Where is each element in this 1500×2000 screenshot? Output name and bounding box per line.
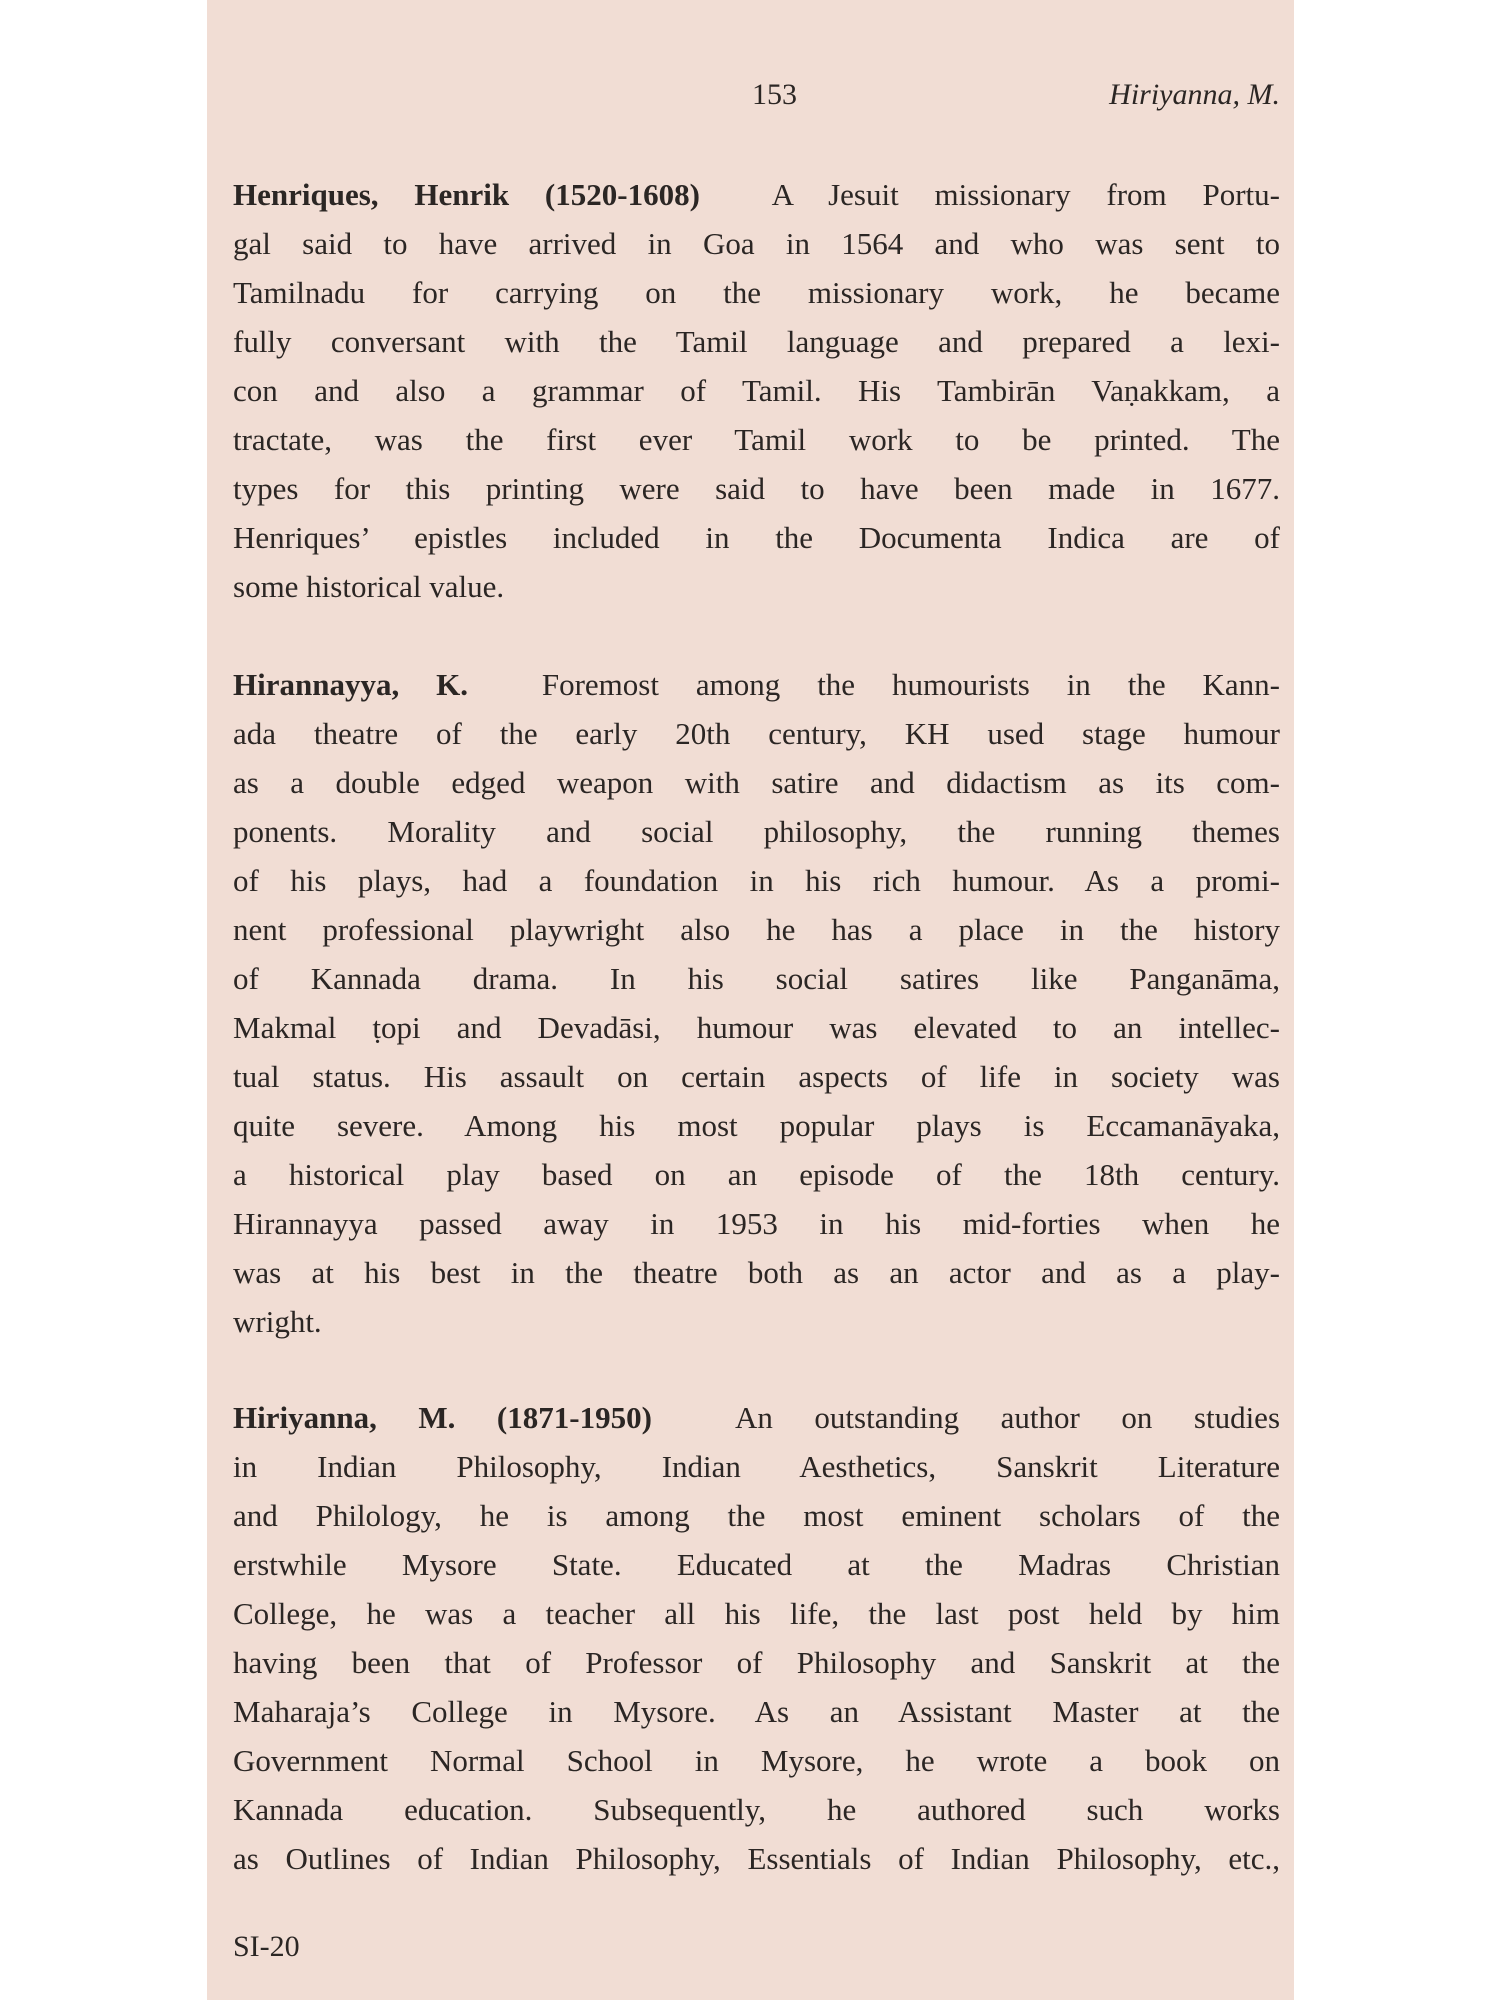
entry-line: gal said to have arrived in Goa in 1564 and who was sent to [233, 226, 1280, 261]
entry-hiriyanna [233, 1393, 1280, 1883]
entry-line: tractate, was the first ever Tamil work to be printed. The [233, 422, 1280, 457]
entry-line: ponents. Morality and social philosophy, the running themes [233, 814, 1280, 849]
entry-line: quite severe. Among his most popular plays is Eccamanāyaka, [233, 1108, 1280, 1143]
headword: Hiriyanna, M. (1871-1950) [233, 1400, 652, 1435]
entry-hirannayya [233, 660, 1280, 1346]
entry-line: as a double edged weapon with satire and didactism as its com- [233, 765, 1280, 800]
entry-line: as Outlines of Indian Philosophy, Essentials of Indian Philosophy, etc., [233, 1841, 1280, 1876]
entry-line: of his plays, had a foundation in his rich humour. As a promi- [233, 863, 1280, 898]
entry-line: types for this printing were said to have been made in 1677. [233, 471, 1280, 506]
running-head-title: Hiriyanna, M. [1109, 78, 1280, 111]
headword: Henriques, Henrik (1520-1608) [233, 177, 700, 212]
entry-line: and Philology, he is among the most eminent scholars of the [233, 1498, 1280, 1533]
entry-line: Makmal ṭopi and Devadāsi, humour was elevated to an intellec- [233, 1010, 1280, 1045]
entry-line: Government Normal School in Mysore, he wrote a book on [233, 1743, 1280, 1778]
entry-line: Maharaja’s College in Mysore. As an Assistant Master at the [233, 1694, 1280, 1729]
entry-line: College, he was a teacher all his life, the last post held by him [233, 1596, 1280, 1631]
running-head [233, 78, 1280, 118]
entry-line: Henriques’ epistles included in the Documenta Indica are of [233, 520, 1280, 555]
entry-line: nent professional playwright also he has a place in the history [233, 912, 1280, 947]
entry-line: wright. [233, 1304, 322, 1339]
entry-line: Henriques, Henrik (1520-1608) A Jesuit missionary from Portu- [233, 177, 1280, 212]
entry-line: Hirannayya passed away in 1953 in his mid-forties when he [233, 1206, 1280, 1241]
entry-line: tual status. His assault on certain aspects of life in society was [233, 1059, 1280, 1094]
entry-line: erstwhile Mysore State. Educated at the Madras Christian [233, 1547, 1280, 1582]
entry-line: Hirannayya, K. Foremost among the humourists in the Kann- [233, 667, 1280, 702]
entry-line: in Indian Philosophy, Indian Aesthetics, Sanskrit Literature [233, 1449, 1280, 1484]
entry-line: was at his best in the theatre both as an actor and as a play- [233, 1255, 1280, 1290]
entry-line: con and also a grammar of Tamil. His Tambirān Vaṇakkam, a [233, 373, 1280, 408]
entry-line: of Kannada drama. In his social satires like Panganāma, [233, 961, 1280, 996]
entry-line: Kannada education. Subsequently, he authored such works [233, 1792, 1280, 1827]
entry-line: some historical value. [233, 569, 505, 604]
book-page [207, 0, 1294, 2000]
entry-line: a historical play based on an episode of the 18th century. [233, 1157, 1280, 1192]
entry-line: Hiriyanna, M. (1871-1950) An outstanding author on studies [233, 1400, 1281, 1435]
entry-line: fully conversant with the Tamil language and prepared a lexi- [233, 324, 1280, 359]
entry-line: ada theatre of the early 20th century, KH used stage humour [233, 716, 1280, 751]
entry-line: Tamilnadu for carrying on the missionary work, he became [233, 275, 1280, 310]
page-number: 153 [752, 78, 797, 111]
folio-signature: SI-20 [233, 1930, 300, 1963]
entry-henriques [233, 170, 1280, 611]
entry-line: having been that of Professor of Philosophy and Sanskrit at the [233, 1645, 1280, 1680]
headword: Hirannayya, K. [233, 667, 469, 702]
